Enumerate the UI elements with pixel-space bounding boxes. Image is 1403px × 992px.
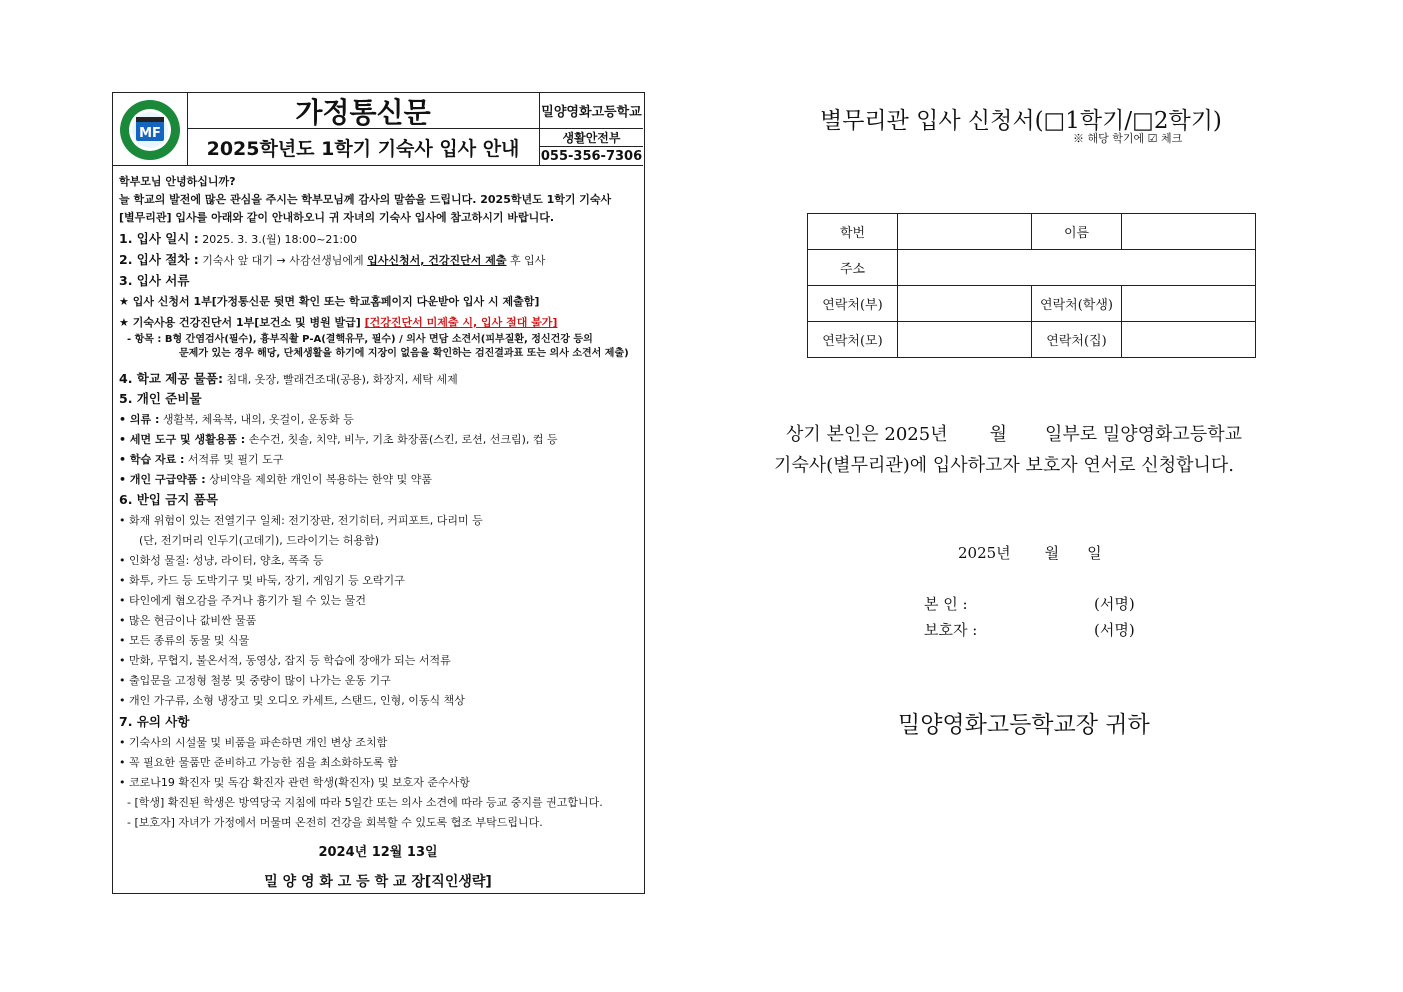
list-item: - [보호자] 자녀가 가정에서 머물며 온전히 건강을 회복할 수 있도록 협조 부탁드립니다. xyxy=(127,816,543,829)
list-item: (단, 전기머리 인두기(고데기), 드라이기는 허용함) xyxy=(139,534,380,547)
label-address: 주소 xyxy=(808,250,898,286)
list-item xyxy=(119,410,354,430)
item-value: 상비약을 제외한 개인이 복용하는 한약 및 약품 xyxy=(205,473,433,486)
section-personal-items: 5. 개인 준비물 xyxy=(119,391,202,406)
warning-text: [건강진단서 미제출 시, 입사 절대 불가] xyxy=(364,316,558,329)
statement-text: 상기 본인은 2025년 xyxy=(786,424,948,445)
list-item: • 많은 현금이나 값비싼 물품 xyxy=(119,614,257,627)
list-item: - [학생] 확진된 학생은 방역당국 지침에 따라 5일간 또는 의사 소견에 따라 등교 중지를 권고합니다. xyxy=(127,796,603,809)
label-student-contact: 연락처(학생) xyxy=(1032,286,1122,322)
list-item: • 출입문을 고정형 철봉 및 중량이 많이 나가는 운동 기구 xyxy=(119,674,391,687)
section-entry-date xyxy=(119,229,357,250)
statement-line: 기숙사(별무리관)에 입사하고자 보호자 연서로 신청합니다. xyxy=(774,455,1234,476)
letter-title: 가정통신문 xyxy=(187,93,540,129)
table-row xyxy=(808,322,1256,358)
addressee: 밀양영화고등학교장 귀하 xyxy=(898,712,1150,738)
section-label: 1. 입사 일시 : xyxy=(119,231,199,246)
section-value: 2025. 3. 3.(월) 18:00~21:00 xyxy=(198,233,358,246)
label-mother-contact: 연락처(모) xyxy=(808,322,898,358)
section-entry-documents: 3. 입사 서류 xyxy=(119,273,190,288)
letter-date: 2024년 12월 13일 xyxy=(318,845,438,860)
item-value: 생활복, 체육복, 내의, 옷걸이, 운동화 등 xyxy=(159,413,354,426)
statement-line xyxy=(786,420,1306,446)
list-item: • 만화, 무협지, 불온서적, 동영상, 잡지 등 학습에 장애가 되는 서적류 xyxy=(119,654,451,667)
label-name: 이름 xyxy=(1032,214,1122,250)
guardian-signature[interactable]: (서명) xyxy=(1094,621,1135,639)
label-father-contact: 연락처(부) xyxy=(808,286,898,322)
table-row xyxy=(808,250,1256,286)
list-item: • 모든 종류의 동물 및 식물 xyxy=(119,634,250,647)
section-provided-items xyxy=(119,369,458,390)
section-prohibited-items: 6. 반입 금지 품목 xyxy=(119,492,218,507)
list-item: • 화투, 카드 등 도박기구 및 바둑, 장기, 게임기 등 오락기구 xyxy=(119,574,405,587)
list-item xyxy=(119,450,283,470)
address-field[interactable] xyxy=(898,250,1256,286)
student-id-field[interactable] xyxy=(898,214,1032,250)
list-item xyxy=(119,430,558,450)
section-cautions: 7. 유의 사항 xyxy=(119,714,190,729)
item-key: • 학습 자료 : xyxy=(119,453,185,466)
item-key: • 의류 : xyxy=(119,413,160,426)
list-item: • 꼭 필요한 물품만 준비하고 가능한 짐을 최소화하도록 함 xyxy=(119,756,398,769)
section-label: 2. 입사 절차 : xyxy=(119,252,199,267)
section-value: 후 입사 xyxy=(506,254,546,267)
mother-contact-field[interactable] xyxy=(898,322,1032,358)
self-signature[interactable]: (서명) xyxy=(1094,595,1135,613)
student-contact-field[interactable] xyxy=(1122,286,1256,322)
date-day: 일 xyxy=(1087,544,1102,562)
self-label: 본 인 : xyxy=(924,595,968,613)
logo-cell xyxy=(113,93,188,165)
section-label: 4. 학교 제공 물품: xyxy=(119,371,223,386)
home-letter xyxy=(112,92,645,894)
document-item: ★ 입사 신청서 1부[가정통신문 뒷면 확인 또는 학교홈페이지 다운받아 입사 시 제출함] xyxy=(119,295,540,308)
document-item-detail: 문제가 있는 경우 해당, 단체생활을 하기에 지장이 없음을 확인하는 검진결과표 또는 의사 소견서 제출) xyxy=(179,348,629,359)
document-item xyxy=(119,313,557,333)
label-home-contact: 연락처(집) xyxy=(1032,322,1122,358)
section-entry-procedure xyxy=(119,250,545,271)
item-key: • 개인 구급약품 : xyxy=(119,473,206,486)
table-row xyxy=(808,214,1256,250)
list-item: • 개인 가구류, 소형 냉장고 및 오디오 카세트, 스탠드, 인형, 이동식 책상 xyxy=(119,694,465,707)
letter-header xyxy=(113,93,643,166)
home-contact-field[interactable] xyxy=(1122,322,1256,358)
statement-text: 일부로 밀양영화고등학교 xyxy=(1044,424,1242,445)
applicant-info-table xyxy=(807,213,1256,358)
list-item xyxy=(119,470,432,490)
list-item: • 타인에게 혐오감을 주거나 흉기가 될 수 있는 물건 xyxy=(119,594,366,607)
department-name: 생활안전부 xyxy=(540,129,643,147)
date-year: 2025년 xyxy=(958,544,1011,562)
item-key: • 세면 도구 및 생활용품 : xyxy=(119,433,246,446)
greeting: 학부모님 안녕하십니까? xyxy=(119,175,236,188)
label-student-id: 학번 xyxy=(808,214,898,250)
letter-subtitle: 2025학년도 1학기 기숙사 입사 안내 xyxy=(187,129,540,165)
father-contact-field[interactable] xyxy=(898,286,1032,322)
document-item-detail: - 항목 : B형 간염검사(필수), 흉부직촬 P-A(결핵유무, 필수) / 의사 면담 소견서(피부질환, 정신건강 등의 xyxy=(127,334,593,345)
list-item: • 화재 위험이 있는 전열기구 일체: 전기장판, 전기히터, 커피포트, 다리미 등 xyxy=(119,514,483,527)
principal-signature: 밀 양 영 화 고 등 학 교 장[직인생략] xyxy=(264,874,492,890)
form-title: 별무리관 입사 신청서(□1학기/□2학기) xyxy=(820,108,1222,134)
school-name: 밀양영화고등학교 xyxy=(540,93,643,129)
statement-text: 월 xyxy=(989,424,1007,445)
name-field[interactable] xyxy=(1122,214,1256,250)
table-row xyxy=(808,286,1256,322)
section-value: 기숙사 앞 대기 → 사감선생님에게 xyxy=(198,254,368,267)
date-month: 월 xyxy=(1044,544,1060,562)
school-logo-icon xyxy=(119,99,181,161)
phone-number: 055-356-7306 xyxy=(540,148,643,164)
intro-line: 늘 학교의 발전에 많은 관심을 주시는 학부모님께 감사의 말씀을 드립니다. 2025학년도 1학기 기숙사 xyxy=(119,193,612,206)
guardian-label: 보호자 : xyxy=(924,621,978,639)
form-note: ※ 해당 학기에 ☑ 체크 xyxy=(1073,132,1183,145)
svg-text:MF: MF xyxy=(139,126,161,141)
application-date xyxy=(958,542,1102,563)
document-item-text: ★ 기숙사용 건강진단서 1부[보건소 및 병원 발급] xyxy=(119,316,365,329)
section-value-underlined: 입사신청서, 건강진단서 제출 xyxy=(367,254,507,267)
item-value: 서적류 및 필기 도구 xyxy=(184,453,284,466)
list-item: • 기숙사의 시설물 및 비품을 파손하면 개인 변상 조치함 xyxy=(119,736,388,749)
list-item: • 코로나19 확진자 및 독감 확진자 관련 학생(확진자) 및 보호자 준수사항 xyxy=(119,776,470,789)
intro-line: [별무리관] 입사를 아래와 같이 안내하오니 귀 자녀의 기숙사 입사에 참고하시기 바랍니다. xyxy=(119,211,555,224)
section-value: 침대, 옷장, 빨래건조대(공용), 화장지, 세탁 세제 xyxy=(222,373,458,386)
list-item: • 인화성 물질: 성냥, 라이터, 양초, 폭죽 등 xyxy=(119,554,324,567)
item-value: 손수건, 칫솔, 치약, 비누, 기초 화장품(스킨, 로션, 선크림), 컵 등 xyxy=(245,433,558,446)
